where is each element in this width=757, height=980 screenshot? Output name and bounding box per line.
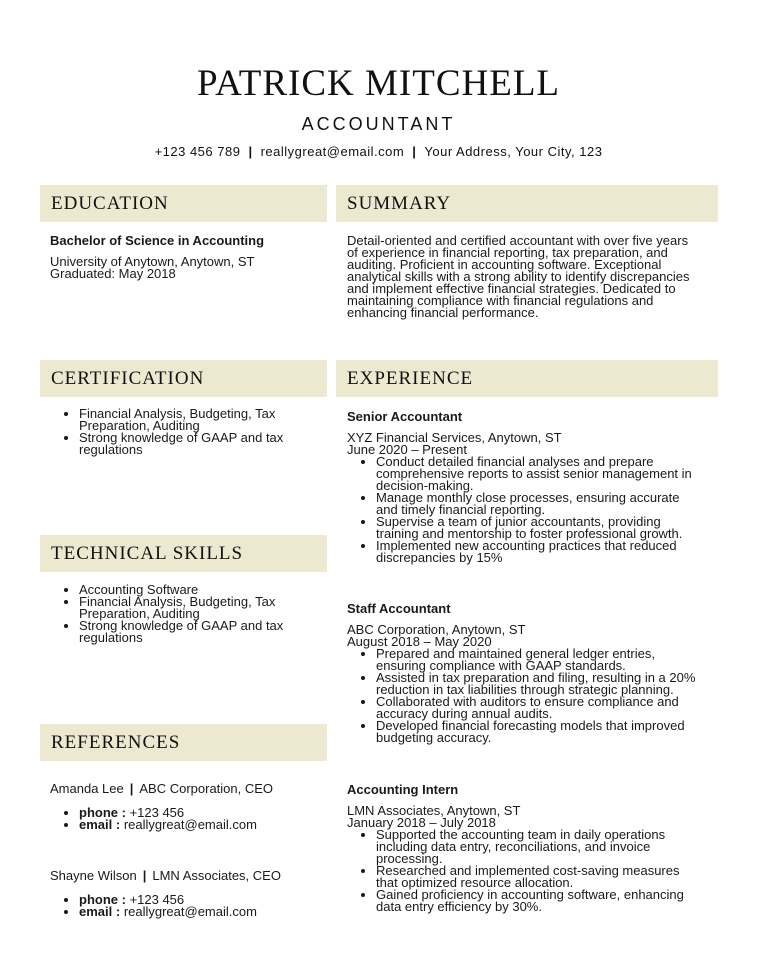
experience-company: ABC Corporation, Anytown, ST	[347, 622, 526, 637]
reference-email	[79, 906, 320, 918]
list-item-line: • Strong knowledge of GAAP and tax	[79, 430, 284, 445]
list-item-line: that optimized resource allocation.	[376, 875, 574, 890]
education-section	[50, 235, 320, 280]
list-item-line: ensuring compliance with GAAP standards.	[376, 658, 626, 673]
list-item-line: • Conduct detailed financial analyses and prepare	[376, 454, 654, 469]
reference-heading	[50, 783, 320, 795]
list-item-line: • Gained proficiency in accounting software, enhancing	[376, 887, 684, 902]
contact-separator: |	[248, 144, 253, 159]
list-item-line: • Developed financial forecasting models that improved	[376, 718, 685, 733]
list-item	[376, 456, 709, 492]
list-item-line: reduction in tax liabilities through strategic planning.	[376, 682, 674, 697]
list-item-line: processing.	[376, 851, 443, 866]
list-item-line: • Assisted in tax preparation and filing, resulting in a 20%	[376, 670, 696, 685]
job-title: ACCOUNTANT	[301, 114, 456, 134]
list-item-line: regulations	[79, 442, 143, 457]
experience-role: Senior Accountant	[347, 409, 463, 424]
list-item-line: • Researched and implemented cost-saving measures	[376, 863, 680, 878]
list-item-line: including data entry, reconciliations, and invoice	[376, 839, 651, 854]
section-heading-experience: EXPERIENCE	[336, 360, 718, 397]
reference-company: LMN Associates, CEO	[152, 868, 281, 883]
list-item-line: Preparation, Auditing	[79, 606, 200, 621]
list-item-line: • Strong knowledge of GAAP and tax	[79, 618, 284, 633]
summary-line: auditing. Proficient in accounting software. Exceptional	[347, 257, 662, 272]
reference-email-value: reallygreat@email.com	[123, 904, 257, 919]
education-graduated: Graduated: May 2018	[50, 266, 176, 281]
experience-entry	[347, 784, 709, 913]
summary-line: Detail-oriented and certified accountant with over five years	[347, 233, 689, 248]
summary-line: and implement effective financial strategies. Dedicated to	[347, 281, 676, 296]
list-item	[79, 620, 320, 644]
summary-line: analytical skills with a strong ability to identify discrepancies	[347, 269, 690, 284]
experience-dates: June 2020 – Present	[347, 442, 467, 457]
list-item-line: budgeting accuracy.	[376, 730, 492, 745]
summary-line: maintaining compliance with financial regulations and	[347, 293, 654, 308]
list-item-line: training and mentorship to foster professional growth.	[376, 526, 683, 541]
list-item	[79, 596, 320, 620]
summary-text	[347, 235, 709, 319]
reference-company: ABC Corporation, CEO	[139, 781, 274, 796]
list-item-line: • Implemented new accounting practices that reduced	[376, 538, 677, 553]
list-item	[376, 516, 709, 540]
section-heading-certification: CERTIFICATION	[40, 360, 327, 397]
list-item-line: Preparation, Auditing	[79, 418, 200, 433]
list-item-line: • Manage monthly close processes, ensuring accurate	[376, 490, 680, 505]
education-school: University of Anytown, Anytown, ST	[50, 254, 255, 269]
reference-heading	[50, 870, 320, 882]
section-heading-education: EDUCATION	[40, 185, 327, 222]
list-item-line: comprehensive reports to assist senior management in	[376, 466, 692, 481]
certification-list	[50, 408, 320, 456]
experience-role: Staff Accountant	[347, 601, 451, 616]
list-item-line: • Financial Analysis, Budgeting, Tax	[79, 406, 276, 421]
list-item	[79, 408, 320, 432]
education-degree: Bachelor of Science in Accounting	[50, 233, 265, 248]
list-item	[376, 672, 709, 696]
reference-name: Shayne Wilson	[50, 868, 137, 883]
resume-name: PATRICK MITCHELL	[196, 63, 561, 104]
experience-company: XYZ Financial Services, Anytown, ST	[347, 430, 562, 445]
list-item	[376, 865, 709, 889]
summary-line: enhancing financial performance.	[347, 305, 539, 320]
reference-separator: |	[129, 781, 134, 796]
summary-line: of experience in financial reporting, tax preparation, and	[347, 245, 668, 260]
contact-phone: +123 456 789	[154, 144, 241, 159]
list-item	[376, 492, 709, 516]
list-item-line: discrepancies by 15%	[376, 550, 503, 565]
list-item	[376, 720, 709, 744]
reference-entry	[50, 783, 320, 831]
reference-phone-label: phone :	[79, 805, 126, 820]
section-heading-skills: TECHNICAL SKILLS	[40, 535, 327, 572]
reference-phone-value: +123 456	[129, 892, 185, 907]
experience-dates: August 2018 – May 2020	[347, 634, 492, 649]
reference-entry	[50, 870, 320, 918]
list-item-line: • Collaborated with auditors to ensure compliance and	[376, 694, 679, 709]
experience-dates: January 2018 – July 2018	[347, 815, 496, 830]
reference-email	[79, 819, 320, 831]
reference-phone-label: phone :	[79, 892, 126, 907]
experience-entry	[347, 411, 709, 564]
section-heading-references: REFERENCES	[40, 724, 327, 761]
contact-address: Your Address, Your City, 123	[424, 144, 603, 159]
list-item-line: • Prepared and maintained general ledger entries,	[376, 646, 655, 661]
experience-company: LMN Associates, Anytown, ST	[347, 803, 521, 818]
list-item-line: regulations	[79, 630, 143, 645]
contact-line	[0, 144, 757, 159]
list-item-line: and timely financial reporting.	[376, 502, 546, 517]
list-item-line: data entry efficiency by 30%.	[376, 899, 542, 914]
list-item-line: • Accounting Software	[79, 582, 199, 597]
list-item	[376, 696, 709, 720]
list-item	[376, 889, 709, 913]
experience-role: Accounting Intern	[347, 782, 459, 797]
skills-list	[50, 584, 320, 644]
list-item	[376, 540, 709, 564]
list-item-line: • Supervise a team of junior accountants, providing	[376, 514, 661, 529]
reference-email-label: email :	[79, 904, 121, 919]
section-heading-summary: SUMMARY	[336, 185, 718, 222]
list-item-line: decision-making.	[376, 478, 474, 493]
contact-separator: |	[412, 144, 417, 159]
list-item	[79, 432, 320, 456]
reference-separator: |	[142, 868, 147, 883]
reference-email-label: email :	[79, 817, 121, 832]
list-item	[376, 648, 709, 672]
list-item-line: accuracy during annual audits.	[376, 706, 553, 721]
reference-email-value: reallygreat@email.com	[123, 817, 257, 832]
reference-phone-value: +123 456	[129, 805, 185, 820]
contact-email: reallygreat@email.com	[260, 144, 405, 159]
reference-name: Amanda Lee	[50, 781, 124, 796]
list-item	[376, 829, 709, 865]
list-item-line: • Supported the accounting team in daily operations	[376, 827, 666, 842]
experience-entry	[347, 603, 709, 744]
list-item-line: • Financial Analysis, Budgeting, Tax	[79, 594, 276, 609]
